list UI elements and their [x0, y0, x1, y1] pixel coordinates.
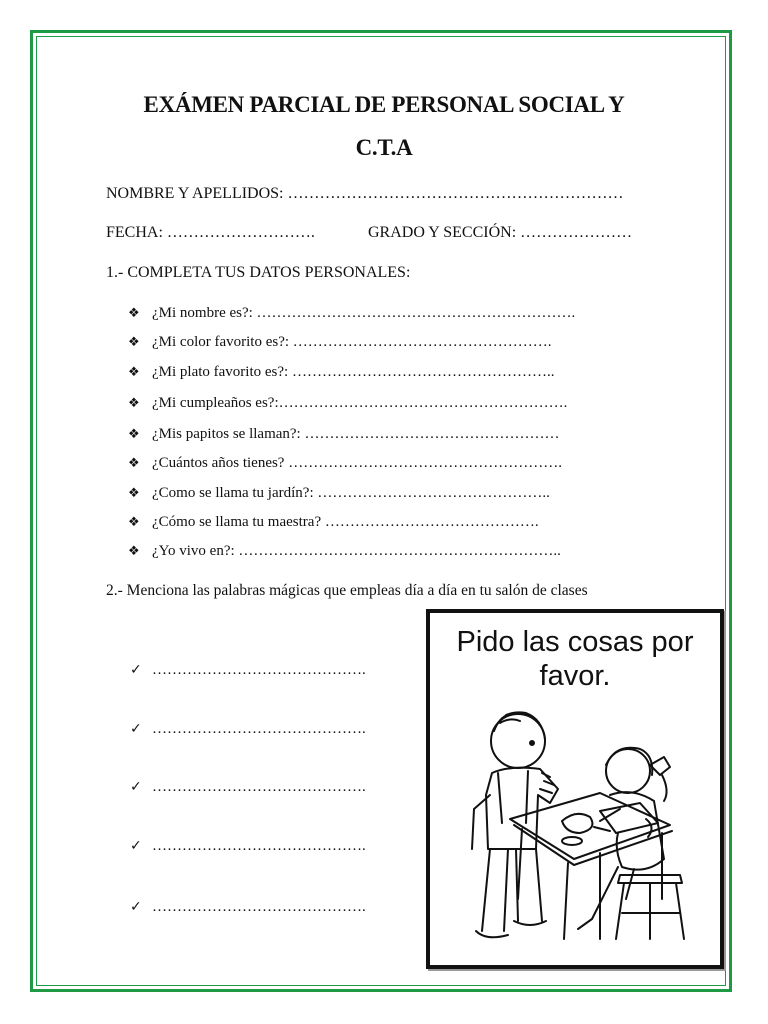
diamond-bullet-icon: ❖: [128, 306, 140, 321]
answer-blank: …………………………………….: [152, 838, 366, 854]
diamond-bullet-icon: ❖: [128, 396, 140, 411]
date-field: FECHA: ……………………….: [106, 224, 315, 241]
question-text: ¿Mi cumpleaños es?:………………………………………………….: [152, 395, 568, 411]
diamond-bullet-icon: ❖: [128, 544, 140, 559]
question-text: ¿Como se llama tu jardín?: ………………………………………..: [152, 485, 550, 501]
question-text: ¿Cómo se llama tu maestra? …………………………………….: [152, 514, 539, 530]
question-text: ¿Yo vivo en?: ………………………………………………………..: [152, 543, 561, 559]
diamond-bullet-icon: ❖: [128, 456, 140, 471]
list-item: [130, 899, 366, 916]
checkmark-icon: ✓: [130, 779, 142, 795]
section2-heading: 2.- Menciona las palabras mágicas que empleas día a día en tu salón de clases: [106, 582, 588, 599]
list-item: [128, 514, 539, 531]
list-item: [130, 662, 366, 679]
list-item: [128, 364, 554, 381]
question-text: ¿Cuántos años tienes? ……………………………………………….: [152, 455, 562, 471]
checkmark-icon: ✓: [130, 662, 142, 678]
answer-blank: …………………………………….: [152, 899, 366, 915]
illustration-card: [426, 609, 724, 969]
question-text: ¿Mi plato favorito es?: ……………………………………………..: [152, 364, 555, 380]
exam-title-line2: C.T.A: [355, 135, 413, 160]
checkmark-icon: ✓: [130, 838, 142, 854]
card-caption: [430, 625, 720, 693]
list-item: [128, 543, 561, 560]
question-text: ¿Mis papitos se llaman?: ……………………………………………: [152, 426, 560, 442]
diamond-bullet-icon: ❖: [128, 335, 140, 350]
name-field: NOMBRE Y APELLIDOS: ………………………………………………………: [106, 185, 624, 202]
answer-blank: …………………………………….: [152, 779, 366, 795]
list-item: [128, 305, 575, 322]
question-text: ¿Mi color favorito es?: …………………………………………….: [152, 334, 552, 350]
answer-blank: …………………………………….: [152, 662, 366, 678]
checkmark-icon: ✓: [130, 721, 142, 737]
diamond-bullet-icon: ❖: [128, 365, 140, 380]
card-caption-line2: favor.: [539, 660, 611, 692]
answer-blank: …………………………………….: [152, 721, 366, 737]
exam-title-line1: EXÁMEN PARCIAL DE PERSONAL SOCIAL Y: [143, 92, 625, 117]
list-item: [128, 334, 552, 351]
list-item: [128, 395, 567, 412]
list-item: [130, 721, 366, 738]
diamond-bullet-icon: ❖: [128, 486, 140, 501]
card-caption-line1: Pido las cosas por: [456, 626, 694, 658]
list-item: [130, 838, 366, 855]
checkmark-icon: ✓: [130, 899, 142, 915]
list-item: [130, 779, 366, 796]
section1-heading: 1.- COMPLETA TUS DATOS PERSONALES:: [106, 264, 411, 281]
list-item: [128, 455, 562, 472]
list-item: [128, 426, 559, 443]
question-text: ¿Mi nombre es?: ……………………………………………………….: [152, 305, 576, 321]
list-item: [128, 485, 550, 502]
diamond-bullet-icon: ❖: [128, 515, 140, 530]
diamond-bullet-icon: ❖: [128, 427, 140, 442]
grade-field: GRADO Y SECCIÓN: …………………: [368, 224, 633, 241]
children-at-table-illustration: [450, 699, 704, 949]
